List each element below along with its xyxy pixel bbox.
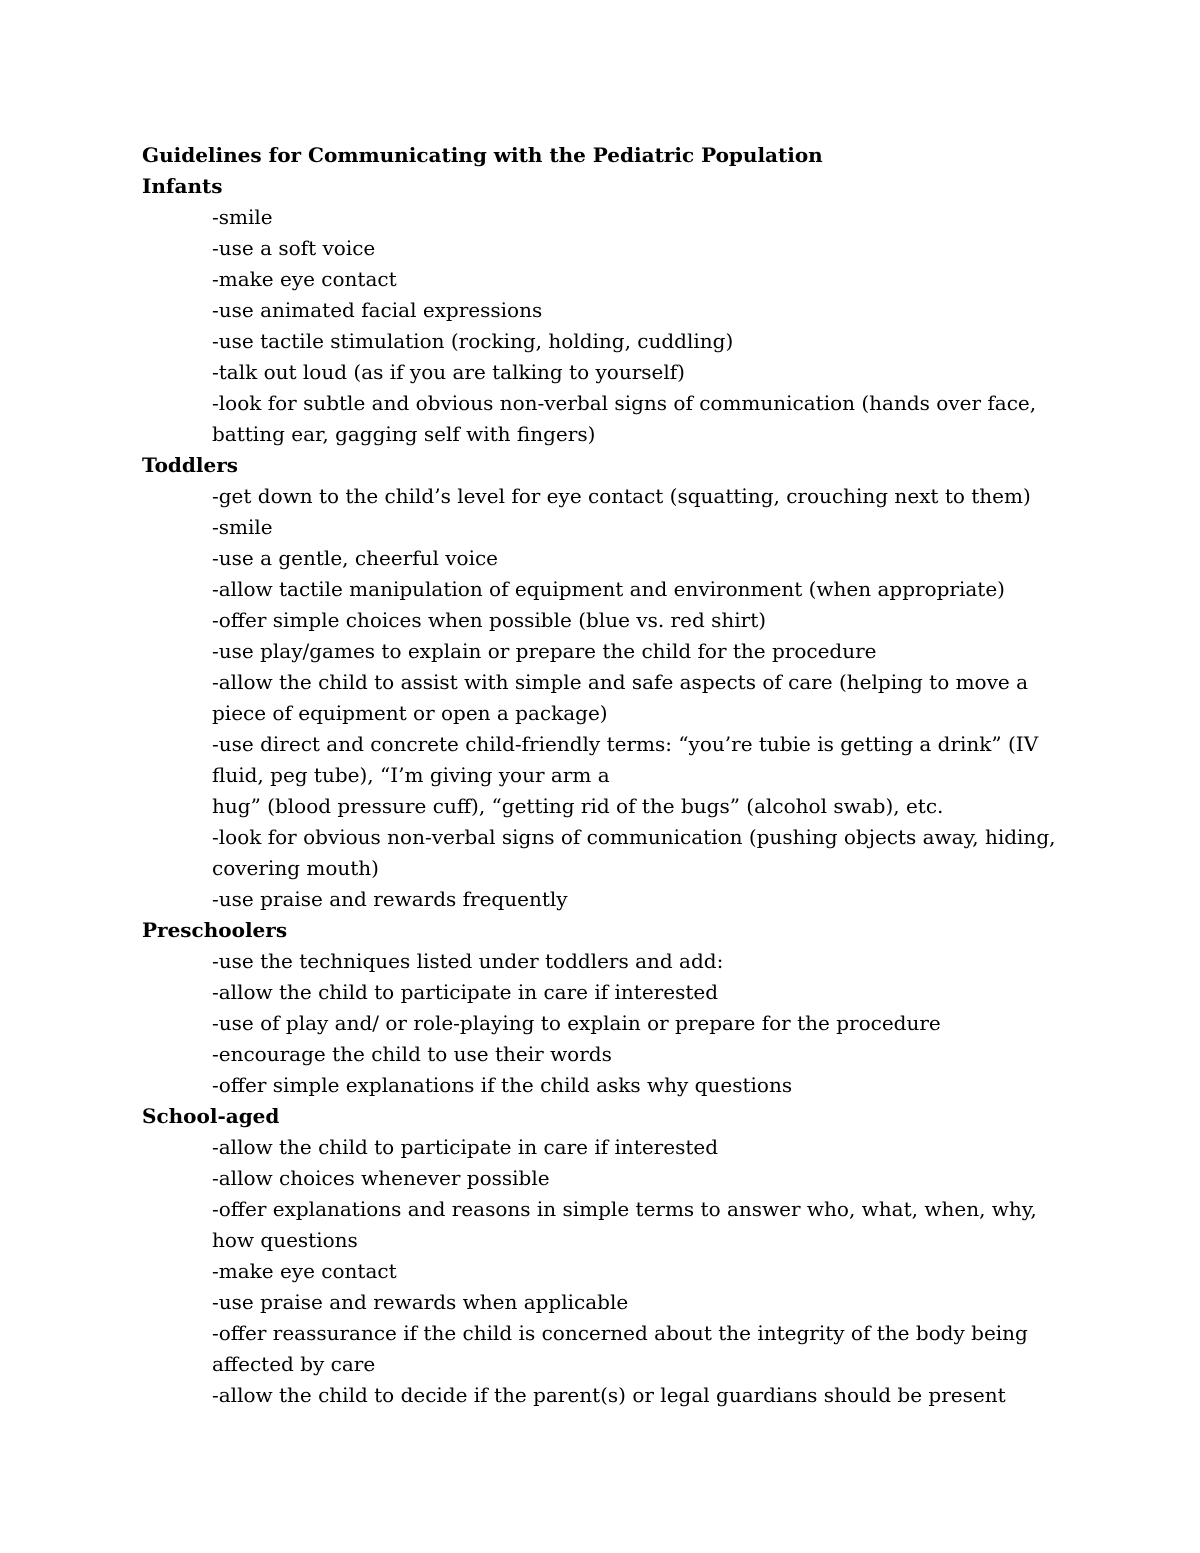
guideline-item: -look for subtle and obvious non-verbal signs of communication (hands over face, batting ear, gagging self with fingers) xyxy=(212,391,1037,446)
guideline-item: -allow the child to assist with simple and safe aspects of care (helping to move a piece of equipment or open a package) xyxy=(212,670,1029,725)
guideline-item: -allow the child to participate in care if interested xyxy=(212,1135,719,1159)
guideline-item: -get down to the child’s level for eye contact (squatting, crouching next to them) xyxy=(212,484,1031,508)
guideline-item: -look for obvious non-verbal signs of communication (pushing objects away, hiding, covering mouth) xyxy=(212,825,1056,880)
section-school-aged xyxy=(142,1101,1062,1411)
guideline-item: -offer explanations and reasons in simple terms to answer who, what, when, why, how questions xyxy=(212,1197,1037,1252)
guideline-item: -use the techniques listed under toddlers and add: xyxy=(212,949,724,973)
section-heading-infants: Infants xyxy=(142,174,223,198)
guideline-item: -use animated facial expressions xyxy=(212,298,543,322)
guideline-item: -allow tactile manipulation of equipment and environment (when appropriate) xyxy=(212,577,1005,601)
guideline-item: -make eye contact xyxy=(212,1259,397,1283)
guideline-list-toddlers xyxy=(142,481,1062,915)
section-preschoolers xyxy=(142,915,1062,1101)
guideline-list-infants xyxy=(142,202,1062,450)
guideline-item: -smile xyxy=(212,205,273,229)
section-infants xyxy=(142,171,1062,450)
guideline-item: -make eye contact xyxy=(212,267,397,291)
guideline-item: hug” (blood pressure cuff), “getting rid of the bugs” (alcohol swab), etc. xyxy=(212,794,944,818)
guideline-item: -use praise and rewards frequently xyxy=(212,887,568,911)
guideline-item: -allow the child to decide if the parent(s) or legal guardians should be present xyxy=(212,1383,1006,1407)
guideline-item: -use play/games to explain or prepare the child for the procedure xyxy=(212,639,877,663)
document-page xyxy=(142,140,1062,1411)
section-heading-school-aged: School-aged xyxy=(142,1104,280,1128)
guideline-item: -allow the child to participate in care if interested xyxy=(212,980,719,1004)
guideline-item: -offer simple explanations if the child asks why questions xyxy=(212,1073,793,1097)
guideline-item: -use praise and rewards when applicable xyxy=(212,1290,629,1314)
section-heading-preschoolers: Preschoolers xyxy=(142,918,288,942)
guideline-item: -use a gentle, cheerful voice xyxy=(212,546,499,570)
guideline-item: -use a soft voice xyxy=(212,236,376,260)
guideline-item: -smile xyxy=(212,515,273,539)
section-toddlers xyxy=(142,450,1062,915)
guideline-list-preschoolers xyxy=(142,946,1062,1101)
document-title: Guidelines for Communicating with the Pediatric Population xyxy=(142,143,823,167)
guideline-item: -offer reassurance if the child is concerned about the integrity of the body being affected by care xyxy=(212,1321,1028,1376)
guideline-item: -use of play and/ or role-playing to explain or prepare for the procedure xyxy=(212,1011,941,1035)
guideline-list-school-aged xyxy=(142,1132,1062,1411)
guideline-item: -offer simple choices when possible (blue vs. red shirt) xyxy=(212,608,767,632)
section-heading-toddlers: Toddlers xyxy=(142,453,239,477)
guideline-item: -talk out loud (as if you are talking to yourself) xyxy=(212,360,685,384)
guideline-item: -encourage the child to use their words xyxy=(212,1042,612,1066)
guideline-item: -allow choices whenever possible xyxy=(212,1166,550,1190)
guideline-item: -use direct and concrete child-friendly terms: “you’re tubie is getting a drink” (IV fluid, peg tube), “I’m giving your arm a xyxy=(212,732,1039,787)
guideline-item: -use tactile stimulation (rocking, holding, cuddling) xyxy=(212,329,734,353)
